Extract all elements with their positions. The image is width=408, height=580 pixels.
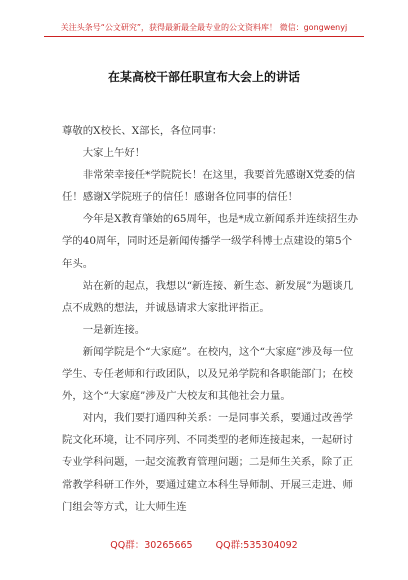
page-footer: [0, 537, 408, 551]
paragraph: 大家上午好！: [82, 147, 146, 160]
footer-qq-group-2: QQ群:535304092: [215, 540, 298, 551]
paragraph: 站在新的起点，我想以“新连接、新生态、新发展”为题谈几点不成熟的想法，并诚恳请求大家批评指正。: [62, 279, 354, 314]
paragraph: 非常荣幸接任*学院院长！在这里，我要首先感谢X党委的信任！感谢X学院班子的信任！感谢各位同事的信任！: [62, 169, 356, 204]
document-title: 在某高校干部任职宣布大会上的讲话: [107, 70, 300, 84]
document-body: [62, 120, 362, 518]
footer-qq-group-1: QQ群：30265665: [110, 540, 193, 551]
paragraph: 新闻学院是个“大家庭”。在校内，这个“大家庭”涉及每一位学生、专任老师和行政团队，以及兄弟学院和各职能部门；在校外，这个“大家庭”涉及广大校友和其他社会力量。: [62, 345, 354, 403]
header-divider: [44, 36, 364, 37]
section-heading: 一是新连接。: [82, 323, 146, 336]
salutation: 尊敬的X校长、X部长，各位同事：: [62, 125, 223, 137]
paragraph: 对内，我们要打通四种关系：一是同事关系，要通过改善学院文化环境，让不同序列、不同类型的老师连接起来，一起研讨专业学科问题，一起交流教育管理问题；二是师生关系，除了正常教学科研工作外，要通过建立本科生导师制、开展三走进、师门组会等方式，让大师生连: [62, 412, 353, 513]
page-header-banner: 关注头条号“公文研究”，获得最新最全最专业的公文资料库！ 微信：gongwenyj: [60, 23, 348, 32]
paragraph: 今年是X教育肇始的65周年，也是*成立新闻系并连续招生办学的40周年，同时还是新闻传播学一级学科博士点建设的第5个年头。: [62, 213, 358, 270]
